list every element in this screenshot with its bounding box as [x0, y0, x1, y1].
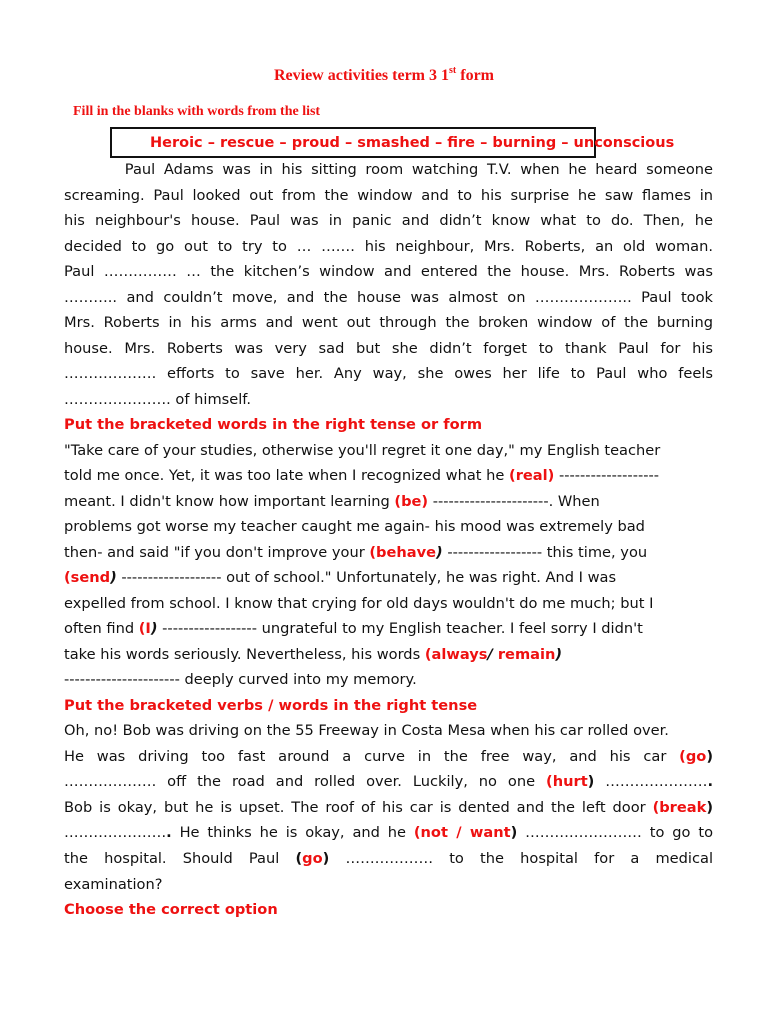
section2-line: told me once. Yet, it was too late when I recognized what he (real) ------------------- [64, 467, 660, 484]
verb-cue: (not / want [413, 824, 511, 841]
section2-line: (send) ------------------- out of school." Unfortunately, he was right. And I was [64, 569, 617, 586]
section3-line: ………………. off the road and rolled over. Luckily, no one (hurt) …………………. [64, 773, 713, 790]
section2-line: "Take care of your studies, otherwise you'll regret it one day," my English teacher [64, 442, 661, 459]
section2-line: take his words seriously. Nevertheless, his words (always/ remain) [64, 646, 563, 663]
section2-line: expelled from school. I know that crying for old days wouldn't do me much; but I [64, 595, 654, 612]
page-title: Review activities term 3 1st form [273, 65, 495, 84]
passage-1-line: decided to go out to try to … ……. his neighbour, Mrs. Roberts, an old woman. [64, 238, 713, 255]
section4-heading: Choose the correct option [64, 901, 278, 918]
section3-line: He was driving too fast around a curve in the free way, and his car (go) [64, 748, 713, 765]
word-list: Heroic – rescue – proud – smashed – fire – burning – unconscious [150, 135, 675, 151]
passage-1-line: ………………. efforts to save her. Any way, she owes her life to Paul who feels [64, 365, 713, 382]
section2-heading: Put the bracketed words in the right tense or form [64, 416, 483, 433]
section2-line: then- and said "if you don't improve your (behave) ------------------ this time, you [64, 544, 648, 561]
section2-line: problems got worse my teacher caught me again- his mood was extremely bad [64, 518, 645, 535]
passage-1-line: Mrs. Roberts in his arms and went out through the broken window of the burning [64, 314, 713, 331]
section2-line: meant. I didn't know how important learning (be) ----------------------. When [64, 493, 600, 510]
verb-cue: (break [652, 799, 707, 816]
verb-cue: (always [424, 646, 488, 663]
section3-line: …………………. He thinks he is okay, and he (not / want) …………………… to go to [64, 824, 713, 841]
passage-1-line: house. Mrs. Roberts was very sad but she didn’t forget to thank Paul for his [64, 340, 713, 357]
passage-1-line: ……….. and couldn’t move, and the house was almost on ……………….. Paul took [64, 289, 713, 306]
section3-line: Oh, no! Bob was driving on the 55 Freeway in Costa Mesa when his car rolled over. [64, 722, 669, 739]
section3-line: examination? [64, 876, 163, 893]
passage-1-line: …………………. of himself. [64, 391, 252, 408]
section2-line: ---------------------- deeply curved into my memory. [64, 671, 417, 688]
passage-1-line: Paul Adams was in his sitting room watching T.V. when he heard someone [64, 161, 713, 178]
verb-cue: (I [138, 620, 151, 637]
verb-cue: (go [679, 748, 707, 765]
passage-1-line: Paul …………… … the kitchen’s window and entered the house. Mrs. Roberts was [64, 263, 713, 280]
section1-instruction: Fill in the blanks with words from the list [73, 104, 321, 119]
verb-cue: (hurt [546, 773, 588, 790]
section3-line: the hospital. Should Paul (go) ……………… to the hospital for a medical [64, 850, 713, 867]
section3-line: Bob is okay, but he is upset. The roof of his car is dented and the left door (break) [64, 799, 713, 816]
passage-1-line: his neighbour's house. Paul was in panic and didn’t know what to do. Then, he [64, 212, 713, 229]
passage-1-line: screaming. Paul looked out from the window and to his surprise he saw flames in [64, 187, 713, 204]
section2-line: often find (I) ------------------ ungrateful to my English teacher. I feel sorry I didn't [64, 620, 643, 637]
verb-cue: (real) [509, 467, 555, 484]
verb-cue: (be) [394, 493, 429, 510]
verb-cue: (behave [369, 544, 437, 561]
section3-heading: Put the bracketed verbs / words in the right tense [64, 697, 478, 714]
verb-cue: go [302, 850, 323, 867]
verb-cue: (send [64, 569, 111, 586]
